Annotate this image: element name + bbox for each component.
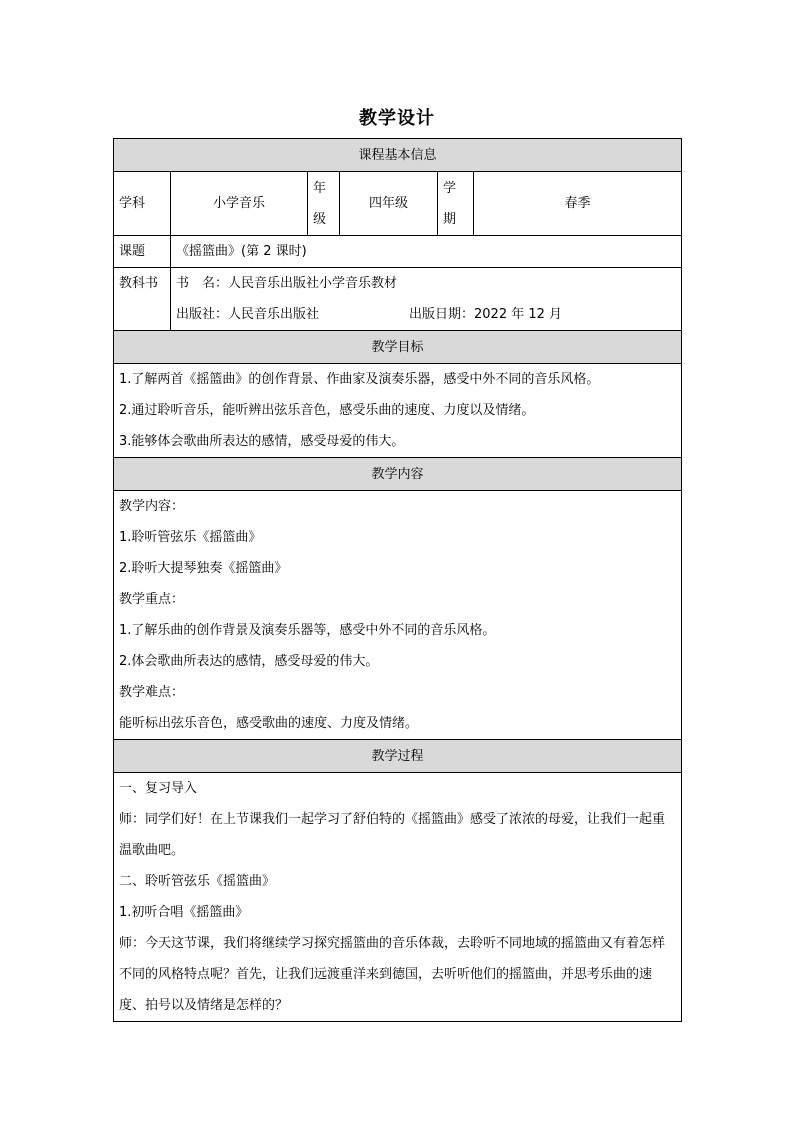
- publish-date: 出版日期：2022 年 12 月: [409, 307, 563, 322]
- process-paragraph: 师：同学们好！在上节课我们一起学习了舒伯特的《摇篮曲》感受了浓浓的母爱，让我们一起重温歌曲吧。: [119, 812, 666, 858]
- textbook-info: [171, 268, 682, 331]
- content-line: 2.聆听大提琴独奏《摇篮曲》: [119, 561, 288, 576]
- content-line: 教学难点：: [119, 685, 185, 700]
- objective-item: 3.能够体会歌曲所表达的感情，感受母爱的伟大。: [119, 434, 405, 449]
- content-line: 能听标出弦乐音色，感受歌曲的速度、力度及情绪。: [119, 716, 419, 731]
- objectives-list: [114, 364, 682, 458]
- textbook-label: 教科书: [114, 268, 171, 331]
- content-line: 1.了解乐曲的创作背景及演奏乐器等，感受中外不同的音乐风格。: [119, 623, 496, 638]
- lesson-plan-table: [113, 138, 682, 1022]
- content-list: [114, 491, 682, 740]
- content-line: 教学重点：: [119, 592, 185, 607]
- process-text: [114, 773, 682, 1022]
- publisher: 出版社：人民音乐出版社: [176, 307, 320, 322]
- process-paragraph: 师：今天这节课，我们将继续学习探究摇篮曲的音乐体裁，去聆听不同地域的摇篮曲又有着怎样不同的风格特点呢？首先，让我们远渡重洋来到德国，去听听他们的摇篮曲，并思考乐曲的速度、拍号以及情绪是怎样的？: [119, 936, 666, 1013]
- topic-value: 《摇篮曲》(第 2 课时): [171, 236, 682, 268]
- section-basic-info: 课程基本信息: [114, 139, 682, 172]
- content-line: 2.体会歌曲所表达的感情，感受母爱的伟大。: [119, 654, 379, 669]
- section-process: 教学过程: [114, 740, 682, 773]
- term-label: 学 期: [438, 172, 474, 236]
- term-value: 春季: [474, 172, 682, 236]
- section-objectives: 教学目标: [114, 331, 682, 364]
- book-name: 书 名：人民音乐出版社小学音乐教材: [176, 276, 398, 291]
- topic-label: 课题: [114, 236, 171, 268]
- publisher-line: [176, 299, 676, 330]
- content-line: 1.聆听管弦乐《摇篮曲》: [119, 530, 262, 545]
- content-line: 教学内容：: [119, 499, 185, 514]
- subject-value: 小学音乐: [171, 172, 308, 236]
- grade-value: 四年级: [340, 172, 438, 236]
- section-content: 教学内容: [114, 458, 682, 491]
- process-heading: 一、复习导入: [119, 781, 198, 796]
- process-heading: 二、聆听管弦乐《摇篮曲》: [119, 874, 276, 889]
- objective-item: 1.了解两首《摇篮曲》的创作背景、作曲家及演奏乐器，感受中外不同的音乐风格。: [119, 372, 600, 387]
- page-title: 教学设计: [359, 108, 435, 129]
- grade-label: 年 级: [308, 172, 340, 236]
- process-subheading: 1.初听合唱《摇篮曲》: [119, 905, 249, 920]
- subject-label: 学科: [114, 172, 171, 236]
- objective-item: 2.通过聆听音乐，能听辨出弦乐音色，感受乐曲的速度、力度以及情绪。: [119, 403, 535, 418]
